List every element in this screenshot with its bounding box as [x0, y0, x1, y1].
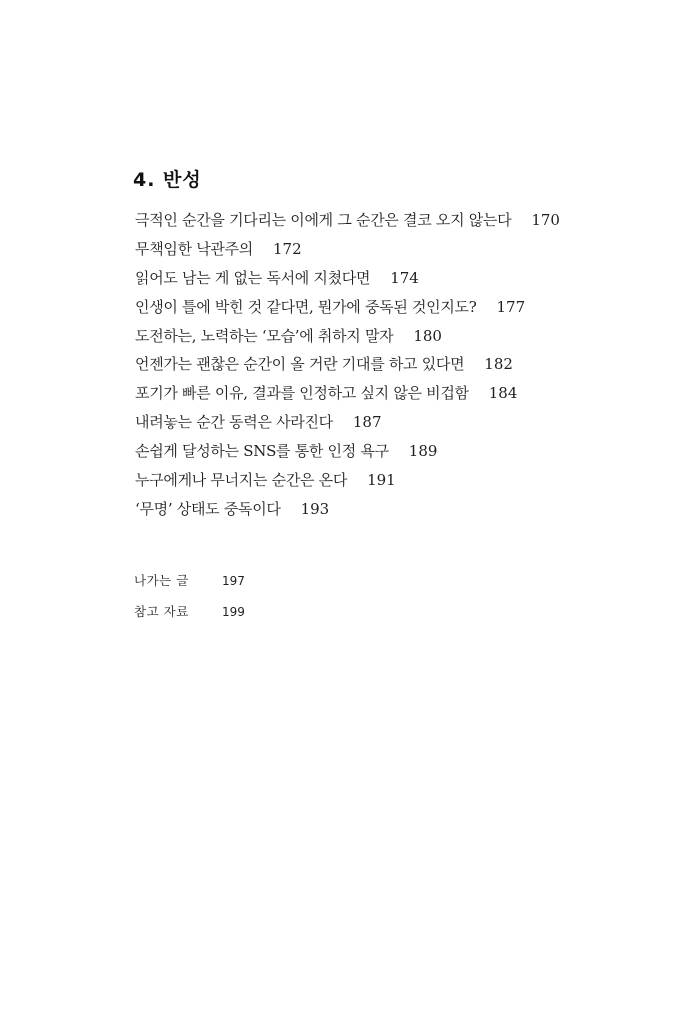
toc-item-page: 191	[367, 471, 396, 490]
end-section-item	[134, 596, 245, 627]
toc-item-title: 포기가 빠른 이유, 결과를 인정하고 싶지 않은 비겁함	[135, 384, 469, 403]
toc-item	[135, 322, 560, 351]
section-title: 4. 반성	[133, 169, 202, 191]
toc-item	[135, 264, 560, 293]
toc-item	[135, 495, 560, 524]
toc-item	[135, 350, 560, 379]
toc-item-page: 177	[496, 297, 526, 316]
toc-item	[135, 466, 560, 495]
toc-item	[135, 379, 560, 408]
end-section-item	[134, 565, 245, 596]
toc-item	[135, 437, 560, 466]
toc-item	[135, 408, 560, 437]
toc-item	[135, 293, 560, 322]
toc-item-title: ‘무명’ 상태도 중독이다	[135, 499, 281, 518]
toc-item-title: 내려놓는 순간 동력은 사라진다	[135, 413, 333, 432]
toc-item-page: 170	[531, 211, 560, 229]
toc-item-title: 무책임한 낙관주의	[135, 239, 253, 258]
toc-item-title: 읽어도 남는 게 없는 독서에 지쳤다면	[135, 268, 371, 287]
toc-item-page: 174	[390, 268, 419, 287]
toc-item-page: 180	[413, 326, 442, 345]
toc-item-title: 언젠가는 괜찮은 순간이 올 거란 기대를 하고 있다면	[135, 355, 465, 374]
toc-item-title: 인생이 틀에 박힌 것 같다면, 뭔가에 중독된 것인지도?	[135, 297, 477, 316]
toc-item-title: 손쉽게 달성하는 SNS를 통한 인정 욕구	[135, 442, 389, 461]
end-section-page: 199	[222, 605, 245, 619]
toc-item-title: 누구에게나 무너지는 순간은 온다	[135, 471, 348, 490]
toc-item-title: 도전하는, 노력하는 ‘모습’에 취하지 말자	[135, 326, 394, 345]
toc-item	[135, 206, 560, 235]
toc-item-page: 193	[300, 499, 330, 518]
toc-item-page: 184	[488, 384, 518, 403]
toc-item-page: 187	[352, 413, 382, 432]
end-sections-list	[134, 565, 245, 627]
toc-item	[135, 235, 560, 264]
end-section-page: 197	[222, 574, 245, 588]
toc-item-title: 극적인 순간을 기다리는 이에게 그 순간은 결코 오지 않는다	[135, 211, 512, 229]
end-section-title: 나가는 글	[134, 573, 189, 588]
toc-item-page: 189	[408, 442, 438, 461]
toc-item-page: 172	[273, 239, 302, 258]
toc-item-page: 182	[484, 355, 513, 374]
end-section-title: 참고 자료	[134, 604, 189, 619]
toc-list	[135, 206, 560, 524]
